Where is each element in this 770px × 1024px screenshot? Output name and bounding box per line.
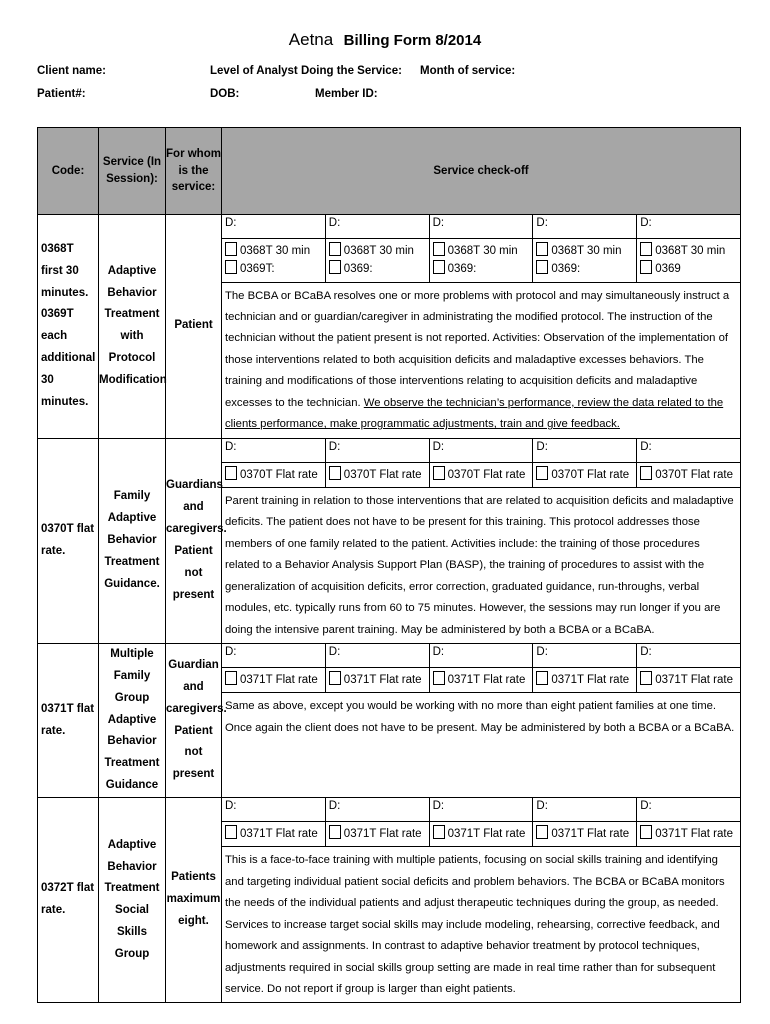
- date-field[interactable]: D:: [636, 644, 740, 667]
- checkbox-label: 0370T Flat rate: [447, 468, 526, 481]
- checkbox-option[interactable]: [640, 466, 737, 484]
- date-field[interactable]: D:: [325, 644, 429, 667]
- table-body: [38, 215, 741, 1003]
- patient-number-label: Patient#:: [37, 88, 86, 100]
- checkbox-option[interactable]: [536, 825, 633, 843]
- checkbox-row: [222, 463, 740, 488]
- checkbox-label: 0371T Flat rate: [447, 674, 526, 687]
- checkbox-icon[interactable]: [536, 825, 548, 839]
- date-field[interactable]: D:: [225, 800, 237, 812]
- service-code: 0368T first 30 minutes. 0369T each additional 30 minutes.: [38, 215, 99, 439]
- checkbox-option[interactable]: [536, 242, 633, 260]
- checkbox-icon[interactable]: [433, 242, 445, 256]
- checkbox-cell: [222, 822, 325, 846]
- checkbox-icon[interactable]: [433, 260, 445, 274]
- checkbox-icon[interactable]: [329, 242, 341, 256]
- checkbox-icon[interactable]: [640, 260, 652, 274]
- checkbox-option[interactable]: [225, 242, 322, 260]
- checkbox-icon[interactable]: [433, 825, 445, 839]
- service-recipient: Patients maximum eight.: [166, 798, 222, 1003]
- date-field[interactable]: D:: [325, 215, 429, 238]
- checkbox-icon[interactable]: [640, 242, 652, 256]
- month-of-service-label: Month of service:: [420, 65, 516, 77]
- checkbox-cell: [636, 239, 740, 282]
- checkbox-option[interactable]: [329, 825, 426, 843]
- checkbox-cell: [636, 668, 740, 692]
- checkbox-icon[interactable]: [225, 260, 237, 274]
- checkbox-label: 0370T Flat rate: [343, 468, 422, 481]
- checkbox-row: [222, 822, 740, 847]
- date-field[interactable]: D:: [636, 215, 740, 238]
- service-checkoff-cell: [222, 215, 741, 439]
- member-id-label: Member ID:: [315, 88, 378, 100]
- service-code: 0371T flat rate.: [38, 644, 99, 798]
- service-description: [222, 488, 740, 643]
- checkbox-label: 0371T Flat rate: [655, 828, 733, 840]
- date-field[interactable]: D:: [532, 644, 636, 667]
- checkbox-option[interactable]: [433, 825, 530, 843]
- checkbox-icon[interactable]: [225, 466, 237, 480]
- checkbox-label: 0368T 30 min: [447, 245, 518, 257]
- table-row: [38, 644, 741, 798]
- checkbox-label: 0371T Flat rate: [655, 674, 733, 687]
- checkbox-cell: [325, 239, 429, 282]
- checkbox-option[interactable]: [225, 466, 322, 484]
- form-title: [0, 30, 770, 50]
- service-description: [222, 283, 740, 438]
- checkbox-cell: [429, 463, 533, 487]
- checkbox-cell: [532, 668, 636, 692]
- date-field[interactable]: D:: [532, 215, 636, 238]
- date-field[interactable]: D:: [429, 644, 533, 667]
- checkbox-option[interactable]: [433, 671, 530, 689]
- date-field[interactable]: D:: [532, 798, 636, 821]
- checkbox-option[interactable]: [225, 825, 322, 843]
- checkbox-label: 0370T Flat rate: [551, 468, 630, 481]
- checkbox-cell: [532, 822, 636, 846]
- form-name: Billing Form 8/2014: [343, 32, 482, 49]
- checkbox-label: 0369T:: [240, 263, 275, 276]
- checkbox-option[interactable]: [433, 242, 530, 260]
- table-row: [38, 438, 741, 643]
- checkbox-icon[interactable]: [225, 671, 237, 685]
- checkbox-option[interactable]: [329, 466, 426, 484]
- checkbox-label: 0369: [655, 263, 681, 276]
- service-name: Adaptive Behavior Treatment Social Skills Group: [99, 798, 166, 1003]
- service-description: [222, 847, 740, 1002]
- checkbox-icon[interactable]: [536, 260, 548, 274]
- service-checkoff-cell: [222, 798, 741, 1003]
- checkbox-option[interactable]: [329, 242, 426, 260]
- checkbox-icon[interactable]: [433, 671, 445, 685]
- date-row: [222, 215, 740, 239]
- checkbox-cell: [532, 239, 636, 282]
- date-field[interactable]: D:: [532, 439, 636, 462]
- checkbox-option[interactable]: [225, 260, 322, 278]
- checkbox-option[interactable]: [536, 671, 633, 689]
- date-field[interactable]: D:: [429, 215, 533, 238]
- date-row: [222, 644, 740, 668]
- checkbox-icon[interactable]: [536, 466, 548, 480]
- table-header-row: [38, 128, 741, 215]
- checkbox-cell: [532, 463, 636, 487]
- checkbox-icon[interactable]: [536, 242, 548, 256]
- checkbox-cell: [429, 822, 533, 846]
- checkbox-option[interactable]: [536, 466, 633, 484]
- checkbox-icon[interactable]: [225, 825, 237, 839]
- checkbox-cell: [325, 822, 429, 846]
- checkbox-cell: [429, 239, 533, 282]
- billing-table: [37, 127, 741, 1003]
- service-checkoff-cell: [222, 644, 741, 798]
- checkbox-option[interactable]: [329, 260, 426, 278]
- checkbox-icon[interactable]: [329, 466, 341, 480]
- date-field[interactable]: D:: [225, 646, 237, 659]
- date-field[interactable]: D:: [429, 439, 533, 462]
- checkbox-icon[interactable]: [536, 671, 548, 685]
- description-text: This is a face-to-face training with multiple patients, focusing on social skills training and identifying and targeting individual patient social deficits and problem behaviors. The BCBA or BCaBA monitors the needs of the individual patients and adjust therapeutic techniques during the group, as needed. Services to increase target social skills may include modeling, rehearsing, corrective feedback, and homework and assignments. In contrast to adaptive behavior treatment by protocol techniques, adjustments required in social skills group setting are made in real time rather than for subsequent service. Do not report if group is larger than eight patients.: [225, 854, 725, 995]
- checkbox-cell: [222, 239, 325, 282]
- description-text: The BCBA or BCaBA resolves one or more problems with protocol and may simultaneously instruct a technician and or guardian/caregiver in administrating the modified protocol. The instruction of the technician without the patient present is not reported. Activities: Observation of the implementation of those interventions related to both acquisition deficits and maladaptive excesses behaviors. The training and modifications of those interventions relating to acquisition deficits and maladaptive excesses to the technician.: [225, 289, 730, 409]
- date-field[interactable]: D:: [636, 798, 740, 821]
- checkbox-cell: [222, 463, 325, 487]
- checkbox-option[interactable]: [225, 671, 322, 689]
- checkbox-icon[interactable]: [640, 825, 652, 839]
- checkbox-label: 0370T Flat rate: [655, 468, 733, 481]
- checkbox-label: 0368T 30 min: [240, 245, 311, 257]
- service-name: Family Adaptive Behavior Treatment Guidance.: [99, 438, 166, 643]
- service-code: 0370T flat rate.: [38, 438, 99, 643]
- date-field[interactable]: D:: [325, 439, 429, 462]
- checkbox-label: 0369:: [551, 263, 581, 276]
- service-recipient: Guardian and caregivers. Patient not present: [166, 644, 222, 798]
- date-row: [222, 439, 740, 463]
- checkbox-label: 0368T 30 min: [655, 245, 726, 257]
- date-field[interactable]: D:: [225, 440, 237, 453]
- checkbox-cell: [222, 668, 325, 692]
- header-for-whom: For whom is the service:: [166, 128, 222, 215]
- checkbox-row: [222, 668, 740, 693]
- table-row: [38, 215, 741, 439]
- checkbox-icon[interactable]: [329, 671, 341, 685]
- checkbox-label: 0371T Flat rate: [343, 674, 422, 687]
- date-field[interactable]: D:: [225, 217, 237, 229]
- dob-label: DOB:: [210, 88, 240, 100]
- client-name-label: Client name:: [37, 65, 107, 77]
- checkbox-icon[interactable]: [225, 242, 237, 256]
- checkbox-label: 0371T Flat rate: [240, 674, 318, 687]
- checkbox-label: 0371T Flat rate: [551, 828, 630, 840]
- checkbox-label: 0368T 30 min: [551, 245, 622, 257]
- table-row: [38, 798, 741, 1003]
- header-service: Service (In Session):: [99, 128, 166, 215]
- service-name: Adaptive Behavior Treatment with Protocol Modification: [99, 215, 166, 439]
- service-recipient: Patient: [166, 215, 222, 439]
- checkbox-cell: [325, 463, 429, 487]
- checkbox-label: 0369:: [447, 263, 477, 276]
- checkbox-label: 0370T Flat rate: [240, 468, 318, 481]
- checkbox-row: [222, 239, 740, 283]
- service-description: [222, 693, 740, 741]
- checkbox-label: 0368T 30 min: [343, 245, 414, 257]
- service-name: Multiple Family Group Adaptive Behavior Treatment Guidance: [99, 644, 166, 798]
- checkbox-option[interactable]: [640, 260, 737, 278]
- description-text: Same as above, except you would be working with no more than eight patient families at one time. Once again the client does not have to be present. May be administered by both a BCBA or a BCaBA.: [225, 700, 735, 734]
- checkbox-icon[interactable]: [640, 671, 652, 685]
- checkbox-icon[interactable]: [433, 466, 445, 480]
- analyst-level-label: Level of Analyst Doing the Service:: [210, 65, 402, 77]
- header-code: Code:: [38, 128, 99, 215]
- date-field[interactable]: D:: [325, 798, 429, 821]
- checkbox-option[interactable]: [640, 825, 737, 843]
- brand-name: Aetna: [288, 30, 334, 49]
- checkbox-label: 0371T Flat rate: [343, 828, 422, 840]
- date-field[interactable]: D:: [636, 439, 740, 462]
- service-code: 0372T flat rate.: [38, 798, 99, 1003]
- header-service-checkoff: Service check-off: [222, 128, 741, 215]
- checkbox-icon[interactable]: [329, 825, 341, 839]
- checkbox-option[interactable]: [536, 260, 633, 278]
- date-row: [222, 798, 740, 822]
- checkbox-label: 0371T Flat rate: [447, 828, 526, 840]
- checkbox-option[interactable]: [640, 671, 737, 689]
- checkbox-cell: [325, 668, 429, 692]
- checkbox-option[interactable]: [433, 466, 530, 484]
- checkbox-option[interactable]: [640, 242, 737, 260]
- checkbox-option[interactable]: [433, 260, 530, 278]
- checkbox-cell: [429, 668, 533, 692]
- description-underlined-text: We observe the technician’s performance, review the data related to the clients performance, make programmatic adjustments, train and give feedback.: [225, 396, 724, 431]
- description-text: Parent training in relation to those interventions that are related to acquisition deficits and maladaptive deficits. The patient does not have to be present for this training. This protocol addresses those members of one family related to the patient. Activities include: the training of those procedures related to a Behavior Analysis Support Plan (BASP), the training of procedures to assist with the generalization of acquisition deficits, error correction, graduated guidance, run-throughs, verbal modules, etc. typically runs from 60 to 75 minutes. However, the sessions may run longer if you are doing the intensive parent training. May be administered by both a BCBA or a BCaBA.: [225, 494, 734, 636]
- checkbox-icon[interactable]: [329, 260, 341, 274]
- checkbox-label: 0369:: [343, 263, 373, 276]
- checkbox-cell: [636, 463, 740, 487]
- checkbox-label: 0371T Flat rate: [240, 828, 318, 840]
- checkbox-label: 0371T Flat rate: [551, 674, 630, 687]
- service-recipient: Guardians and caregivers. Patient not present: [166, 438, 222, 643]
- date-field[interactable]: D:: [429, 798, 533, 821]
- service-checkoff-cell: [222, 438, 741, 643]
- checkbox-option[interactable]: [329, 671, 426, 689]
- checkbox-icon[interactable]: [640, 466, 652, 480]
- checkbox-cell: [636, 822, 740, 846]
